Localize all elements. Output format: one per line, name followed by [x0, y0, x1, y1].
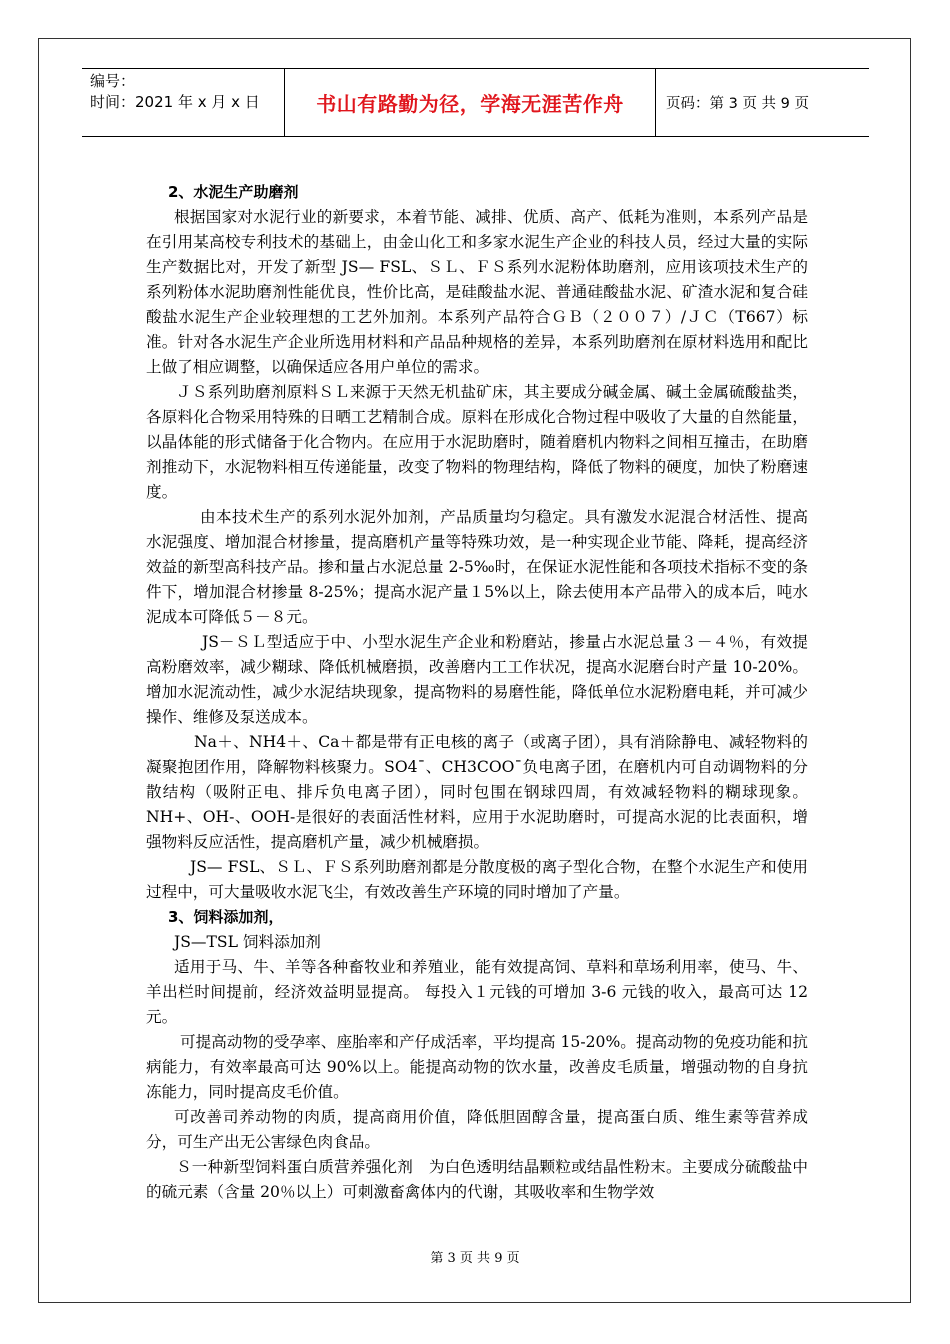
header-time-label: 时间：2021 年 x 月 x 日 [90, 93, 260, 111]
body-paragraph: 适用于马、牛、羊等各种畜牧业和养殖业，能有效提高饲、草料和草场利用率，使马、牛、羊出栏时间提前，经济效益明显提高。 每投入１元钱的可增加 3-6 元钱的收入，最高可达 12 元。 [146, 958, 808, 1026]
section-heading: 3、饲料添加剂， [168, 908, 284, 926]
header-number-label: 编号： [90, 72, 136, 90]
header-page-info: 页码：第 3 页 共 9 页 [666, 96, 809, 112]
section-heading: 2、水泥生产助磨剂 [168, 183, 299, 201]
page-header [82, 68, 869, 137]
body-paragraph: ＪＳ系列助磨剂原料ＳＬ来源于天然无机盐矿床，其主要成分碱金属、碱土金属硫酸盐类，各原料化合物采用特殊的日晒工艺精制合成。原料在形成化合物过程中吸收了大量的自然能量，以晶体能的形式储备于化合物内。在应用于水泥助磨时，随着磨机内物料之间相互撞击，在助磨剂推动下，水泥物料相互传递能量，改变了物料的物理结构，降低了物料的硬度，加快了粉磨速度。 [146, 383, 808, 501]
body-paragraph: 可改善司养动物的肉质，提高商用价值，降低胆固醇含量，提高蛋白质、维生素等营养成分，可生产出无公害绿色肉食品。 [146, 1108, 808, 1151]
body-paragraph: Na＋、NH4＋、Ca＋都是带有正电核的离子（或离子团），具有消除静电、减轻物料的凝聚抱团作用，降解物料核聚力。SO4ˉ、CH3COOˉ负电离子团，在磨机内可自动调物料的分散结构（吸附正电、排斥负电离子团），同时包围在钢球四周，有效减轻物料的糊球现象。NH+、OH-、OOH-是很好的表面活性材料，应用于水泥助磨时，可提高水泥的比表面积，增强物料反应活性，提高磨机产量，减少机械磨损。 [146, 733, 808, 851]
document-body [146, 180, 808, 1205]
header-motto: 书山有路勤为径，学海无涯苦作舟 [284, 69, 656, 136]
body-paragraph: 根据国家对水泥行业的新要求，本着节能、减排、优质、高产、低耗为准则，本系列产品是在引用某高校专利技术的基础上，由金山化工和多家水泥生产企业的科技人员，经过大量的实际生产数据比对，开发了新型 JS— FSL、ＳＬ、ＦＳ系列水泥粉体助磨剂，应用该项技术生产的系列粉体水泥助磨剂性能优良，性价比高，是硅酸盐水泥、普通硅酸盐水泥、矿渣水泥和复合硅酸盐水泥生产企业较理想的工艺外加剂。本系列产品符合ＧＢ（２００７）/ＪＣ（T667）标准。针对各水泥生产企业所选用材料和产品品种规格的差异，本系列助磨剂在原材料选用和配比上做了相应调整，以确保适应各用户单位的需求。 [146, 208, 808, 376]
body-paragraph: 由本技术生产的系列水泥外加剂，产品质量均匀稳定。具有激发水泥混合材活性、提高水泥强度、增加混合材掺量，提高磨机产量等特殊功效，是一种实现企业节能、降耗，提高经济效益的新型高科技产品。掺和量占水泥总量 2-5‰时，在保证水泥性能和各项技术指标不变的条件下，增加混合材掺量 8-25%；提高水泥产量１5%以上，除去使用本产品带入的成本后，吨水泥成本可降低５－８元。 [146, 508, 808, 626]
body-paragraph: 可提高动物的受孕率、座胎率和产仔成活率，平均提高 15-20%。提高动物的免疫功能和抗病能力，有效率最高可达 90%以上。能提高动物的饮水量，改善皮毛质量，增强动物的自身抗冻能力，同时提高皮毛价值。 [146, 1033, 808, 1101]
body-paragraph: JS—TSL 饲料添加剂 [174, 933, 321, 951]
page-footer: 第 3 页 共 9 页 [430, 1251, 520, 1266]
body-paragraph: Ｓ一种新型饲料蛋白质营养强化剂 为白色透明结晶颗粒或结晶性粉末。主要成分硫酸盐中的硫元素（含量 20％以上）可刺激畜禽体内的代谢，其吸收率和生物学效 [146, 1158, 808, 1201]
header-meta [82, 69, 284, 136]
body-paragraph: JS－ＳＬ型适应于中、小型水泥生产企业和粉磨站，掺量占水泥总量３－４％，有效提高粉磨效率，减少糊球、降低机械磨损，改善磨内工工作状况，提高水泥磨台时产量 10-20%。增加水泥流动性，减少水泥结块现象，提高物料的易磨性能，降低单位水泥粉磨电耗，并可减少操作、维修及泵送成本。 [146, 633, 808, 726]
body-paragraph: JS— FSL、ＳＬ、ＦＳ系列助磨剂都是分散度极的离子型化合物，在整个水泥生产和使用过程中，可大量吸收水泥飞尘，有效改善生产环境的同时增加了产量。 [146, 858, 808, 901]
